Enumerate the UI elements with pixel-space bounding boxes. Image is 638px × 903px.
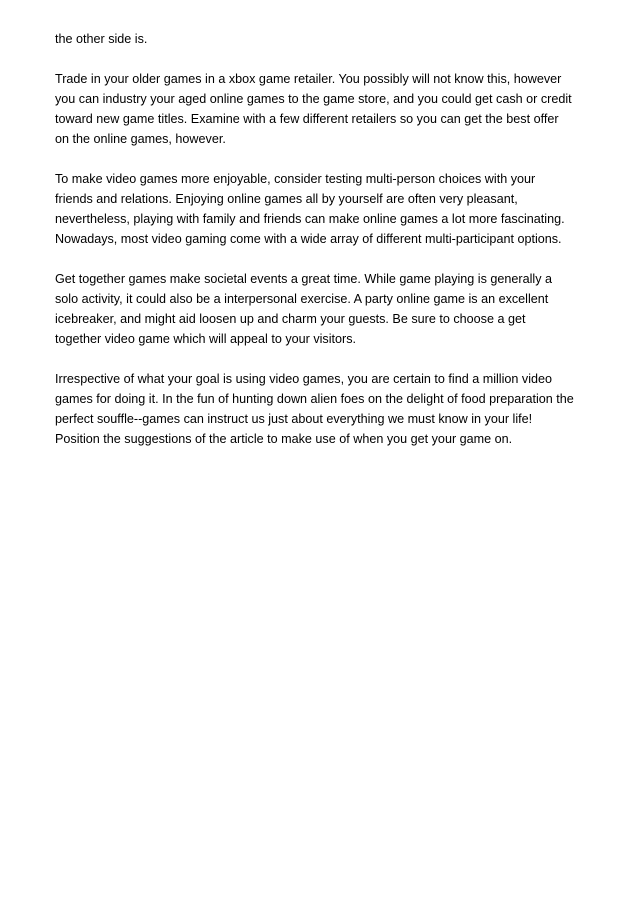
paragraph [55,369,595,449]
text-line: Get together games make societal events a great time. While game playing is generally a [55,272,553,286]
text-line: Position the suggestions of the article to make use of when you get your game on. [55,432,513,446]
text-line: friends and relations. Enjoying online games all by yourself are often very pleasant, [55,192,518,206]
text-line: Irrespective of what your goal is using video games, you are certain to find a million video [55,372,553,386]
text-line: solo activity, it could also be a interpersonal exercise. A party online game is an excellent [55,292,549,306]
text-line: you can industry your aged online games to the game store, and you could get cash or credit [55,92,572,106]
paragraph [55,169,595,249]
paragraph [55,69,595,149]
paragraph [55,269,595,349]
text-line: Trade in your older games in a xbox game retailer. You possibly will not know this, however [55,72,562,86]
text-line: To make video games more enjoyable, consider testing multi-person choices with your [55,172,536,186]
text-line: perfect souffle--games can instruct us just about everything we must know in your life! [55,412,533,426]
paragraph [55,29,595,49]
text-line: games for doing it. In the fun of hunting down alien foes on the delight of food preparation the [55,392,574,406]
text-line: icebreaker, and might aid loosen up and charm your guests. Be sure to choose a get [55,312,526,326]
text-line: together video game which will appeal to your visitors. [55,332,357,346]
text-line: on the online games, however. [55,132,226,146]
text-line: nevertheless, playing with family and friends can make online games a lot more fascinating. [55,212,565,226]
text-line: the other side is. [55,32,148,46]
text-line: toward new game titles. Examine with a few different retailers so you can get the best offer [55,112,559,126]
text-line: Nowadays, most video gaming come with a wide array of different multi-participant options. [55,232,562,246]
body-text [55,29,595,469]
